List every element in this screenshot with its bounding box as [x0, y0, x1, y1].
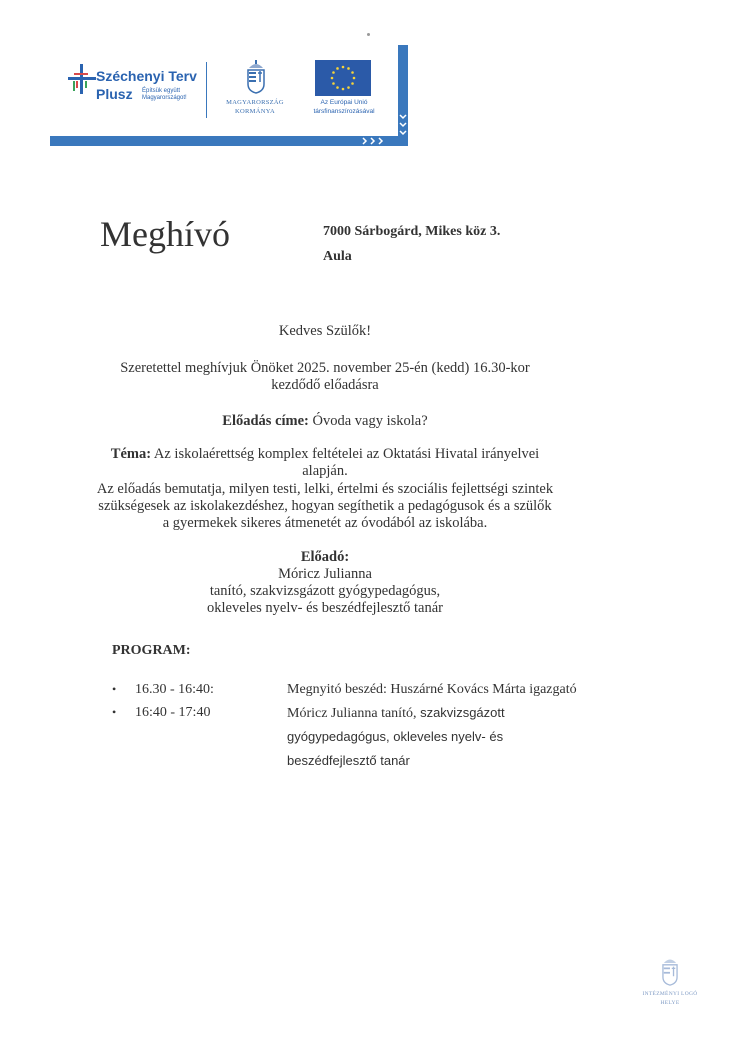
lecture-label: Előadás címe:: [222, 413, 309, 429]
speaker-name: Móricz Julianna: [278, 566, 372, 582]
topic-text: Az iskolaérettség komplex feltételei az Oktatási Hivatal irányelvei: [153, 446, 540, 462]
speaker-block: [80, 549, 570, 617]
institution-logo-placeholder: [620, 950, 720, 1020]
invitation-text: [80, 360, 570, 394]
eu-star-icon: [353, 77, 356, 80]
chevron-down-icon: [399, 114, 407, 138]
eu-star-icon: [336, 67, 339, 70]
eu-star-icon: [347, 67, 350, 70]
program-speaker: Móricz Julianna tanító,: [287, 706, 417, 721]
eu-star-icon: [351, 71, 354, 74]
eu-star-icon: [331, 77, 334, 80]
scan-speck: [367, 33, 370, 36]
chevron-right-icon: [362, 136, 386, 146]
eu-star-icon: [342, 88, 345, 91]
slogan-line: Építsük együtt: [142, 88, 181, 94]
event-address: 7000 Sárbogárd, Mikes köz 3.: [323, 224, 501, 239]
lecture-title: Óvoda vagy iskola?: [312, 413, 428, 429]
lecture-title-row: [80, 413, 570, 430]
szechenyi-title: Széchenyi Terv: [96, 68, 197, 84]
coat-of-arms-icon: [660, 956, 680, 986]
bullet-icon: •: [112, 682, 117, 696]
program-speaker-title: szakvizsgázott: [416, 705, 505, 720]
eu-line: Az Európai Unió: [320, 99, 368, 106]
government-label: [212, 98, 298, 116]
header-divider: [206, 62, 207, 118]
program-item: [112, 681, 632, 701]
bullet-icon: •: [112, 705, 117, 719]
program-description: [287, 704, 627, 776]
speaker-title: tanító, szakvizsgázott gyógypedagógus,: [209, 583, 441, 599]
program-description: Megnyitó beszéd: Huszárné Kovács Márta igazgató: [287, 682, 577, 697]
eu-star-icon: [332, 71, 335, 74]
slogan-line: Magyarországot!: [142, 95, 187, 101]
eu-star-icon: [347, 86, 350, 89]
description-line: a gyermekek sikeres átmenetét az óvodából az iskolába.: [162, 515, 488, 531]
government-line: MAGYARORSZÁG: [226, 99, 284, 106]
header-banner: [50, 44, 410, 148]
topic-line: [80, 446, 570, 463]
szechenyi-slogan: [142, 88, 202, 102]
description-block: [80, 481, 570, 532]
eu-label: [302, 98, 386, 116]
eu-star-icon: [342, 66, 345, 69]
hungarian-coat-of-arms-icon: [245, 60, 267, 94]
program-item: [112, 704, 632, 776]
event-venue: Aula: [323, 249, 352, 264]
eu-star-icon: [336, 86, 339, 89]
invitation-line: kezdődő előadásra: [271, 377, 379, 393]
szechenyi-subtitle: Plusz: [96, 86, 133, 102]
logo-label-line: HELYE: [660, 1000, 680, 1006]
topic-line: alapján.: [302, 463, 348, 479]
government-line: KORMÁNYA: [235, 108, 275, 115]
eu-star-icon: [351, 82, 354, 85]
greeting: Kedves Szülők!: [278, 323, 372, 339]
program-time: 16:40 - 17:40: [135, 705, 211, 720]
speaker-title: okleveles nyelv- és beszédfejlesztő tanár: [207, 600, 443, 616]
topic-block: [80, 446, 570, 480]
page-title: Meghívó: [100, 214, 230, 254]
institution-logo-label: [620, 990, 720, 1008]
eu-flag-icon: [315, 60, 371, 96]
eu-star-icon: [332, 82, 335, 85]
logo-label-line: INTÉZMÉNYI LOGÓ: [642, 991, 698, 997]
invitation-line: Szeretettel meghívjuk Önöket 2025. november 25-én (kedd) 16.30-kor: [120, 360, 530, 376]
program-time: 16.30 - 16:40:: [135, 682, 214, 697]
speaker-label: Előadó:: [300, 549, 350, 565]
program-heading: PROGRAM:: [112, 643, 191, 658]
program-description-line: gyógypedagógus, okleveles nyelv- és: [287, 729, 504, 744]
program-description-line: beszédfejlesztő tanár: [287, 753, 410, 768]
topic-label: Téma:: [110, 446, 152, 462]
banner-horizontal-bar: [50, 136, 408, 146]
description-line: szükségesek az iskolakezdéshez, hogyan segíthetik a pedagógusok és a szülők: [98, 498, 552, 514]
szechenyi-cross-icon: [68, 64, 96, 94]
description-line: Az előadás bemutatja, milyen testi, lelki, értelmi és szociális fejlettségi szintek: [96, 481, 554, 497]
eu-line: társfinanszírozásával: [313, 108, 375, 115]
